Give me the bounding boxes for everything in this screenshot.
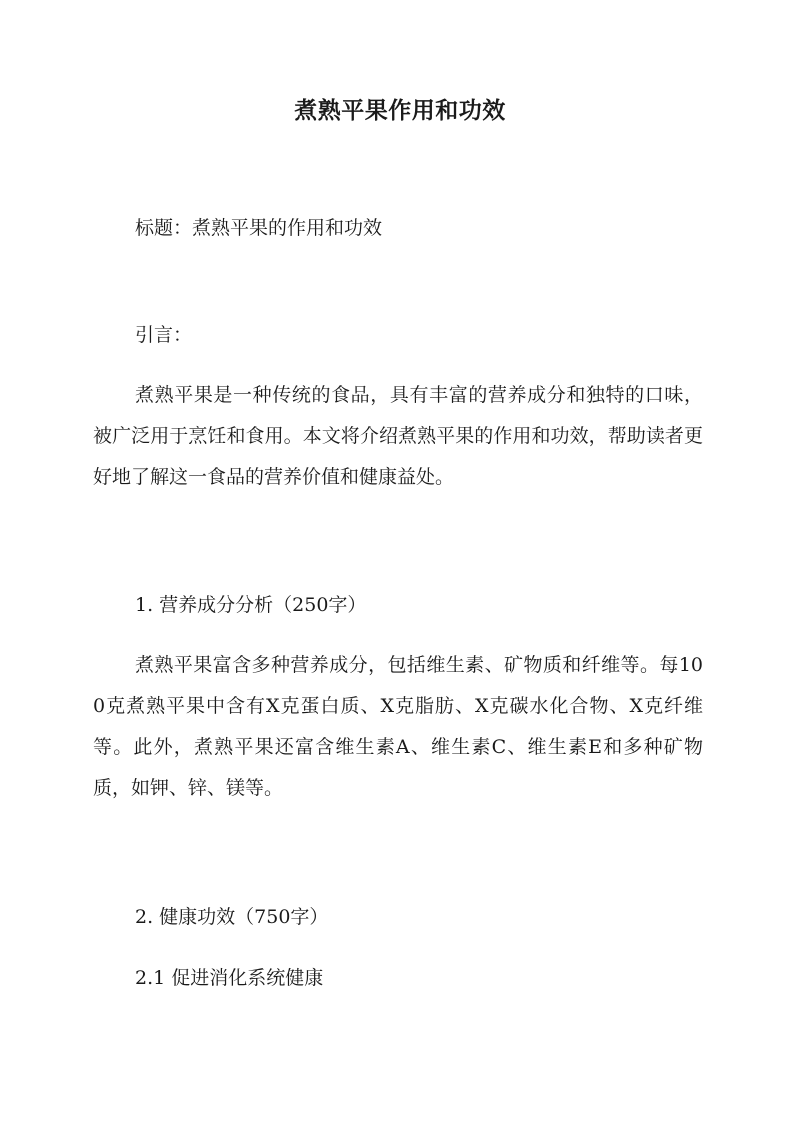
section-2-1-heading: 2.1 促进消化系统健康 (135, 967, 324, 989)
intro-heading: 引言： (135, 324, 193, 346)
section-2-heading: 2. 健康功效（750字） (135, 906, 329, 928)
document-title: 煮熟平果作用和功效 (294, 97, 506, 124)
section-1-heading: 1. 营养成分分析（250字） (135, 594, 367, 616)
intro-paragraph: 煮熟平果是一种传统的食品，具有丰富的营养成分和独特的口味，被广泛用于烹饪和食用。本文将介绍煮熟平果的作用和功效，帮助读者更好地了解这一食品的营养价值和健康益处。 (93, 384, 703, 488)
subtitle-line: 标题：煮熟平果的作用和功效 (135, 217, 383, 239)
section-1-paragraph: 煮熟平果富含多种营养成分，包括维生素、矿物质和纤维等。每100克煮熟平果中含有X克蛋白质、X克脂肪、X克碳水化合物、X克纤维等。此外，煮熟平果还富含维生素A、维生素C、维生素E和多种矿物质，如钾、锌、镁等。 (93, 654, 703, 799)
